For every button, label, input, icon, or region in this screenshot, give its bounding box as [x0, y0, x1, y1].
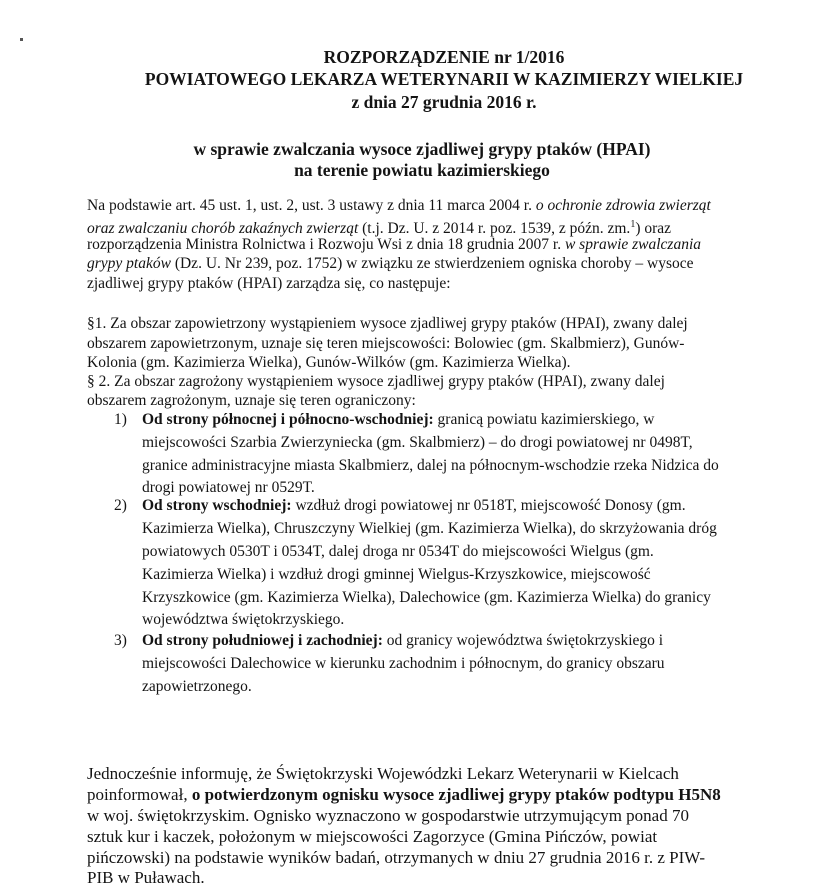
list-item-line: Od strony północnej i północno-wschodniej: granicą powiatu kazimierskiego, w [142, 411, 655, 428]
list-item-line: Krzyszkowice (gm. Kazimierza Wielka), Dalechowice (gm. Kazimierza Wielka) do granicy [142, 589, 711, 606]
list-item-line: Kazimierza Wielka), Chruszczyny Wielkiej (gm. Kazimierza Wielka), do skrzyżowania dróg [142, 520, 717, 537]
notice-line: pińczowski) na podstawie wyników badań, otrzymanych w dniu 27 grudnia 2016 r. z PIW- [87, 848, 706, 867]
preamble-line: Na podstawie art. 45 ust. 1, ust. 2, ust. 3 ustawy z dnia 11 marca 2004 r. o ochronie zdrowia zwierząt [87, 197, 711, 214]
document-title: ROZPORZĄDZENIE nr 1/2016 [323, 47, 565, 67]
notice-line: poinformował, o potwierdzonym ognisku wysoce zjadliwej grypy ptaków podtypu H5N8 [87, 785, 721, 804]
list-item-line: powiatowych 0530T i 0534T, dalej droga nr 0534T do miejscowości Wielgus (gm. [142, 543, 654, 560]
list-item-number: 3) [114, 632, 127, 649]
preamble-line: rozporządzenia Ministra Rolnictwa i Rozwoju Wsi z dnia 18 grudnia 2007 r. w sprawie zwalczania [87, 236, 702, 253]
section-1-line: §1. Za obszar zapowietrzony wystąpieniem wysoce zjadliwej grypy ptaków (HPAI), zwany dalej [87, 315, 688, 332]
list-item-line: granice administracyjne miasta Skalbmierz, dalej na północnym-wschodzie rzeka Nidzica do [142, 457, 719, 474]
list-item-line: drogi powiatowej nr 0529T. [142, 479, 315, 496]
preamble-line: grypy ptaków (Dz. U. Nr 239, poz. 1752) w związku ze stwierdzeniem ogniska choroby – wysoce [87, 255, 694, 272]
subject-line-2: na terenie powiatu kazimierskiego [294, 160, 550, 180]
list-item-line: Od strony wschodniej: wzdłuż drogi powiatowej nr 0518T, miejscowość Donosy (gm. [142, 497, 686, 514]
scan-speck [20, 38, 23, 41]
section-1-line: obszarem zapowietrzonym, uznaje się teren miejscowości: Bolowiec (gm. Skalbmierz), Gunów- [87, 335, 685, 352]
section-2-line: § 2. Za obszar zagrożony wystąpieniem wysoce zjadliwej grypy ptaków (HPAI), zwany dalej [87, 373, 665, 390]
issuing-authority: POWIATOWEGO LEKARZA WETERYNARII W KAZIMIERZY WIELKIEJ [144, 69, 744, 89]
list-item-line: województwa świętokrzyskiego. [142, 611, 345, 628]
list-item-line: Kazimierza Wielka) i wzdłuż drogi gminnej Wielgus-Krzyszkowice, miejscowość [142, 566, 651, 583]
list-item-line: miejscowości Dalechowice w kierunku zachodnim i północnym, do granicy obszaru [142, 655, 665, 672]
list-item-number: 2) [114, 497, 127, 514]
section-2-line: obszarem zagrożonym, uznaje się teren ograniczony: [87, 392, 416, 409]
section-1-line: Kolonia (gm. Kazimierza Wielka), Gunów-Wilków (gm. Kazimierza Wielka). [87, 354, 571, 371]
preamble-line: oraz zwalczaniu chorób zakaźnych zwierząt (t.j. Dz. U. z 2014 r. poz. 1539, z późn. zm.$^1$) oraz [87, 219, 672, 238]
list-item-line: miejscowości Szarbia Zwierzyniecka (gm. Skalbmierz) – do drogi powiatowej nr 0498T, [142, 434, 693, 451]
preamble-line: zjadliwej grypy ptaków (HPAI) zarządza się, co następuje: [87, 275, 451, 292]
list-item-number: 1) [114, 411, 127, 428]
document-date: z dnia 27 grudnia 2016 r. [351, 92, 537, 112]
subject-line-1: w sprawie zwalczania wysoce zjadliwej grypy ptaków (HPAI) [193, 139, 651, 159]
notice-line: PIB w Puławach. [87, 868, 205, 887]
list-item-line: zapowietrzonego. [142, 678, 252, 695]
list-item-line: Od strony południowej i zachodniej: od granicy województwa świętokrzyskiego i [142, 632, 664, 649]
notice-line: w woj. świętokrzyskim. Ognisko wyznaczono w gospodarstwie utrzymującym ponad 70 [87, 806, 689, 825]
notice-line: sztuk kur i kaczek, położonym w miejscowości Zagorzyce (Gmina Pińczów, powiat [87, 827, 658, 846]
notice-line: Jednocześnie informuję, że Świętokrzyski Wojewódzki Lekarz Weterynarii w Kielcach [87, 764, 679, 783]
